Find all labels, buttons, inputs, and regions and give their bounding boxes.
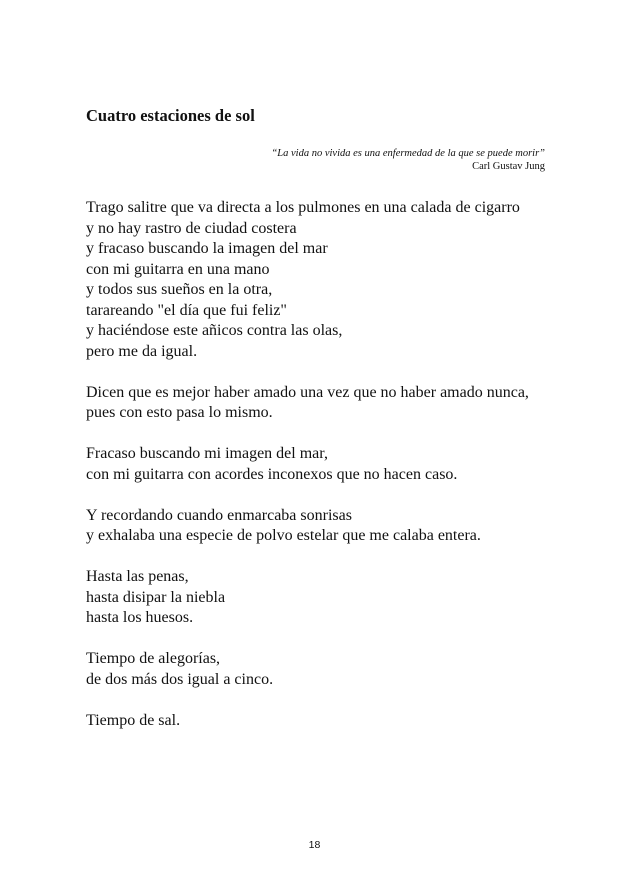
- poem-line: y haciéndose este añicos contra las olas,: [86, 322, 343, 339]
- poem-line: hasta disipar la niebla: [86, 588, 226, 606]
- poem-line: Dicen que es mejor haber amado una vez que no haber amado nunca,: [86, 383, 529, 401]
- epigraph: [271, 147, 545, 173]
- poem-line: de dos más dos igual a cinco.: [86, 670, 274, 688]
- epigraph-author: Carl Gustav Jung: [472, 161, 545, 172]
- page-number: 18: [308, 839, 321, 851]
- poem-line: pues con esto pasa lo mismo.: [86, 404, 273, 421]
- poem-line: Fracaso buscando mi imagen del mar,: [86, 445, 328, 462]
- poem-line: y todos sus sueños en la otra,: [86, 281, 273, 298]
- poem-line: hasta los huesos.: [86, 609, 194, 626]
- epigraph-quote: “La vida no vivida es una enfermedad de la que se puede morir”: [271, 148, 545, 159]
- poem-line: Tiempo de alegorías,: [86, 650, 221, 667]
- stanza-5: [86, 567, 548, 629]
- stanza-7: [86, 711, 548, 732]
- stanza-6: [86, 649, 548, 690]
- poem-line: Y recordando cuando enmarcaba sonrisas: [86, 506, 352, 524]
- poem-line: y no hay rastro de ciudad costera: [86, 219, 297, 237]
- poem-line: con mi guitarra con acordes inconexos que no hacen caso.: [86, 465, 458, 483]
- poem-line: y exhalaba una especie de polvo estelar que me calaba entera.: [86, 527, 481, 544]
- poem-line: y fracaso buscando la imagen del mar: [86, 240, 328, 257]
- stanza-4: [86, 506, 548, 547]
- stanza-1: [86, 198, 548, 362]
- poem-line: con mi guitarra en una mano: [86, 260, 270, 278]
- poem-line: Trago salitre que va directa a los pulmones en una calada de cigarro: [86, 199, 520, 216]
- stanza-2: [86, 383, 548, 424]
- poem-line: pero me da igual.: [86, 342, 198, 360]
- poem-line: Hasta las penas,: [86, 568, 189, 585]
- stanza-3: [86, 444, 548, 485]
- poem-body: [86, 198, 548, 731]
- poem-line: tarareando "el día que fui feliz": [86, 301, 287, 319]
- poem-title: Cuatro estaciones de sol: [86, 106, 255, 125]
- poem-line: Tiempo de sal.: [86, 711, 181, 729]
